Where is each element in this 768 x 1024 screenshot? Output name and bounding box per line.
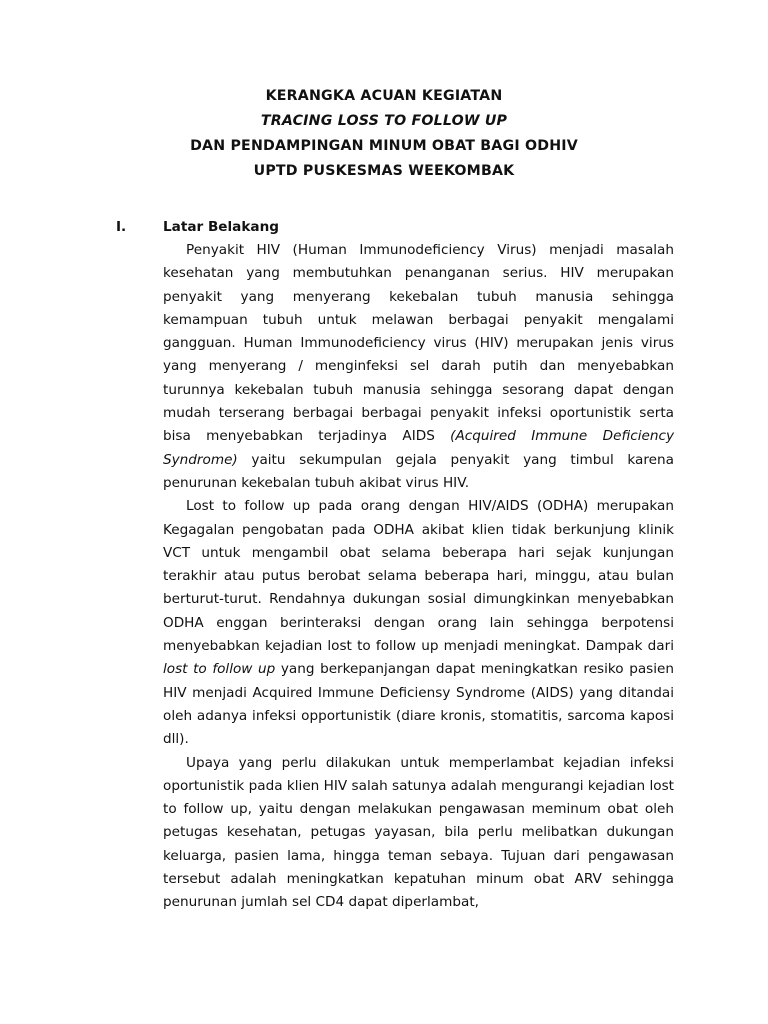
paragraph-2-text-a: Lost to follow up pada orang dengan HIV/AIDS (ODHA) merupakan Kegagalan pengobatan pada ODHA akibat klien tidak berkunjung klinik VCT untuk mengambil obat selama beberapa hari sejak kunjungan terakhir atau putus berobat selama beberapa hari, minggu, atau bulan berturut-turut. Rendahnya dukungan sosial dimungkinkan menyebabkan ODHA enggan berinteraksi dengan orang lain sehingga berpotensi menyebabkan kejadian lost to follow up menjadi meningkat. Dampak dari [163, 498, 674, 655]
title-line-3: DAN PENDAMPINGAN MINUM OBAT BAGI ODHIV [190, 138, 578, 154]
paragraph-1 [163, 239, 674, 495]
paragraph-3 [163, 752, 674, 915]
section-body [163, 239, 674, 915]
paragraph-1-italic: (Acquired Immune Deficiency Syndrome) [163, 428, 674, 468]
section-number: I. [116, 219, 127, 235]
document-title [0, 86, 768, 186]
section-title: Latar Belakang [163, 219, 279, 235]
paragraph-1-text-b: yaitu sekumpulan gejala penyakit yang timbul karena penurunan kekebalan tubuh akibat virus HIV. [163, 451, 674, 491]
title-line-2: TRACING LOSS TO FOLLOW UP [260, 113, 508, 129]
paragraph-1-text-a: Penyakit HIV (Human Immunodeficiency Virus) menjadi masalah kesehatan yang membutuhkan penanganan serius. HIV merupakan penyakit yang menyerang kekebalan tubuh manusia sehingga kemampuan tubuh untuk melawan berbagai penyakit mengalami gangguan. Human Immunodeficiency virus (HIV) merupakan jenis virus yang menyerang / menginfeksi sel darah putih dan menyebabkan turunnya kekebalan tubuh manusia sehingga sesorang dapat dengan mudah terserang berbagai berbagai penyakit infeksi oportunistik serta bisa menyebabkan terjadinya AIDS [163, 242, 674, 445]
paragraph-3-text: Upaya yang perlu dilakukan untuk memperlambat kejadian infeksi oportunistik pada klien HIV salah satunya adalah mengurangi kejadian lost to follow up, yaitu dengan melakukan pengawasan meminum obat oleh petugas kesehatan, petugas yayasan, bila perlu melibatkan dukungan keluarga, pasien lama, hingga teman sebaya. Tujuan dari pengawasan tersebut adalah meningkatkan kepatuhan minum obat ARV sehingga penurunan jumlah sel CD4 dapat diperlambat, [163, 754, 674, 911]
title-line-1: KERANGKA ACUAN KEGIATAN [265, 88, 503, 104]
paragraph-2-italic: lost to follow up [163, 661, 276, 678]
title-line-4: UPTD PUSKESMAS WEEKOMBAK [253, 163, 515, 179]
paragraph-2 [163, 495, 674, 751]
paragraph-2-text-b: yang berkepanjangan dapat meningkatkan resiko pasien HIV menjadi Acquired Immune Deficiensy Syndrome (AIDS) yang ditandai oleh adanya infeksi opportunistik (diare kronis, stomatitis, sarcoma kaposi dll). [163, 661, 675, 748]
